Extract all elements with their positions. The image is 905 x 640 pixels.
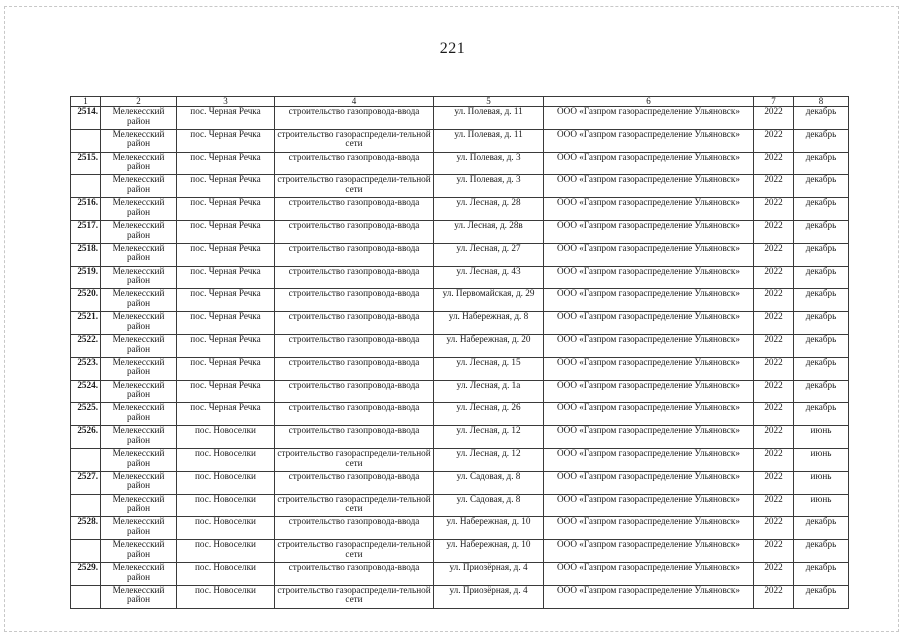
row-number: 2514. <box>71 107 101 130</box>
settlement-cell: пос. Новоселки <box>177 448 275 471</box>
settlement-cell: пос. Новоселки <box>177 494 275 517</box>
month-cell: декабрь <box>794 585 849 608</box>
district-cell: Мелекесский район <box>101 334 177 357</box>
month-cell: декабрь <box>794 357 849 380</box>
address-cell: ул. Приозёрная, д. 4 <box>434 585 544 608</box>
work-type-cell: строительство газопровода-ввода <box>275 426 434 449</box>
month-cell: декабрь <box>794 243 849 266</box>
work-type-cell: строительство газопровода-ввода <box>275 266 434 289</box>
table-body <box>71 107 849 609</box>
address-cell: ул. Лесная, д. 28 <box>434 198 544 221</box>
month-cell: декабрь <box>794 334 849 357</box>
works-table <box>70 96 849 609</box>
row-number: 2516. <box>71 198 101 221</box>
year-cell: 2022 <box>754 585 794 608</box>
settlement-cell: пос. Новоселки <box>177 540 275 563</box>
month-cell: декабрь <box>794 289 849 312</box>
month-cell: декабрь <box>794 220 849 243</box>
settlement-cell: пос. Новоселки <box>177 426 275 449</box>
month-cell: декабрь <box>794 152 849 175</box>
settlement-cell: пос. Черная Речка <box>177 107 275 130</box>
address-cell: ул. Лесная, д. 15 <box>434 357 544 380</box>
month-cell: декабрь <box>794 517 849 540</box>
work-type-cell: строительство газопровода-ввода <box>275 380 434 403</box>
settlement-cell: пос. Черная Речка <box>177 243 275 266</box>
work-type-cell: строительство газопровода-ввода <box>275 517 434 540</box>
work-type-cell: строительство газопровода-ввода <box>275 107 434 130</box>
table-row <box>71 471 849 494</box>
settlement-cell: пос. Черная Речка <box>177 312 275 335</box>
organization-cell: ООО «Газпром газораспределение Ульяновск» <box>544 220 754 243</box>
organization-cell: ООО «Газпром газораспределение Ульяновск» <box>544 494 754 517</box>
settlement-cell: пос. Черная Речка <box>177 266 275 289</box>
organization-cell: ООО «Газпром газораспределение Ульяновск» <box>544 243 754 266</box>
settlement-cell: пос. Новоселки <box>177 562 275 585</box>
year-cell: 2022 <box>754 152 794 175</box>
address-cell: ул. Полевая, д. 3 <box>434 152 544 175</box>
row-number: 2527. <box>71 471 101 494</box>
table-row <box>71 357 849 380</box>
month-cell: декабрь <box>794 107 849 130</box>
settlement-cell: пос. Черная Речка <box>177 175 275 198</box>
district-cell: Мелекесский район <box>101 380 177 403</box>
row-number <box>71 448 101 471</box>
settlement-cell: пос. Черная Речка <box>177 334 275 357</box>
work-type-cell: строительство газопровода-ввода <box>275 471 434 494</box>
table-row <box>71 585 849 608</box>
month-cell: декабрь <box>794 562 849 585</box>
district-cell: Мелекесский район <box>101 198 177 221</box>
year-cell: 2022 <box>754 357 794 380</box>
work-type-cell: строительство газораспредели-тельной сети <box>275 585 434 608</box>
address-cell: ул. Первомайская, д. 29 <box>434 289 544 312</box>
year-cell: 2022 <box>754 471 794 494</box>
row-number: 2515. <box>71 152 101 175</box>
settlement-cell: пос. Черная Речка <box>177 198 275 221</box>
year-cell: 2022 <box>754 448 794 471</box>
work-type-cell: строительство газораспредели-тельной сети <box>275 129 434 152</box>
table-row <box>71 107 849 130</box>
address-cell: ул. Лесная, д. 12 <box>434 448 544 471</box>
header-cell: 6 <box>544 97 754 107</box>
year-cell: 2022 <box>754 129 794 152</box>
work-type-cell: строительство газопровода-ввода <box>275 198 434 221</box>
address-cell: ул. Садовая, д. 8 <box>434 471 544 494</box>
work-type-cell: строительство газораспредели-тельной сети <box>275 540 434 563</box>
table-row <box>71 152 849 175</box>
settlement-cell: пос. Новоселки <box>177 517 275 540</box>
header-cell: 4 <box>275 97 434 107</box>
settlement-cell: пос. Черная Речка <box>177 289 275 312</box>
settlement-cell: пос. Черная Речка <box>177 129 275 152</box>
organization-cell: ООО «Газпром газораспределение Ульяновск» <box>544 175 754 198</box>
header-cell: 5 <box>434 97 544 107</box>
settlement-cell: пос. Черная Речка <box>177 357 275 380</box>
address-cell: ул. Садовая, д. 8 <box>434 494 544 517</box>
district-cell: Мелекесский район <box>101 426 177 449</box>
organization-cell: ООО «Газпром газораспределение Ульяновск» <box>544 107 754 130</box>
district-cell: Мелекесский район <box>101 266 177 289</box>
row-number <box>71 129 101 152</box>
table-row <box>71 562 849 585</box>
address-cell: ул. Набережная, д. 10 <box>434 517 544 540</box>
organization-cell: ООО «Газпром газораспределение Ульяновск» <box>544 312 754 335</box>
table-row <box>71 540 849 563</box>
district-cell: Мелекесский район <box>101 471 177 494</box>
year-cell: 2022 <box>754 266 794 289</box>
table-header <box>71 97 849 107</box>
year-cell: 2022 <box>754 220 794 243</box>
year-cell: 2022 <box>754 494 794 517</box>
address-cell: ул. Приозёрная, д. 4 <box>434 562 544 585</box>
row-number: 2524. <box>71 380 101 403</box>
settlement-cell: пос. Черная Речка <box>177 152 275 175</box>
header-cell: 2 <box>101 97 177 107</box>
month-cell: июнь <box>794 494 849 517</box>
month-cell: декабрь <box>794 266 849 289</box>
year-cell: 2022 <box>754 562 794 585</box>
district-cell: Мелекесский район <box>101 312 177 335</box>
month-cell: декабрь <box>794 175 849 198</box>
row-number: 2525. <box>71 403 101 426</box>
table-row <box>71 289 849 312</box>
table-row <box>71 266 849 289</box>
address-cell: ул. Набережная, д. 8 <box>434 312 544 335</box>
table-row <box>71 129 849 152</box>
address-cell: ул. Лесная, д. 28в <box>434 220 544 243</box>
work-type-cell: строительство газопровода-ввода <box>275 403 434 426</box>
organization-cell: ООО «Газпром газораспределение Ульяновск» <box>544 517 754 540</box>
address-cell: ул. Полевая, д. 11 <box>434 107 544 130</box>
table-row <box>71 312 849 335</box>
year-cell: 2022 <box>754 380 794 403</box>
year-cell: 2022 <box>754 426 794 449</box>
district-cell: Мелекесский район <box>101 129 177 152</box>
work-type-cell: строительство газопровода-ввода <box>275 243 434 266</box>
address-cell: ул. Набережная, д. 10 <box>434 540 544 563</box>
row-number: 2518. <box>71 243 101 266</box>
work-type-cell: строительство газопровода-ввода <box>275 562 434 585</box>
row-number: 2521. <box>71 312 101 335</box>
table-row <box>71 448 849 471</box>
work-type-cell: строительство газопровода-ввода <box>275 152 434 175</box>
header-cell: 3 <box>177 97 275 107</box>
year-cell: 2022 <box>754 312 794 335</box>
year-cell: 2022 <box>754 107 794 130</box>
organization-cell: ООО «Газпром газораспределение Ульяновск» <box>544 334 754 357</box>
table-row <box>71 198 849 221</box>
table-row <box>71 334 849 357</box>
row-number: 2522. <box>71 334 101 357</box>
organization-cell: ООО «Газпром газораспределение Ульяновск» <box>544 448 754 471</box>
header-cell: 8 <box>794 97 849 107</box>
district-cell: Мелекесский район <box>101 357 177 380</box>
table-row <box>71 517 849 540</box>
organization-cell: ООО «Газпром газораспределение Ульяновск» <box>544 198 754 221</box>
organization-cell: ООО «Газпром газораспределение Ульяновск» <box>544 357 754 380</box>
work-type-cell: строительство газопровода-ввода <box>275 312 434 335</box>
year-cell: 2022 <box>754 334 794 357</box>
organization-cell: ООО «Газпром газораспределение Ульяновск» <box>544 540 754 563</box>
year-cell: 2022 <box>754 289 794 312</box>
district-cell: Мелекесский район <box>101 562 177 585</box>
settlement-cell: пос. Черная Речка <box>177 403 275 426</box>
organization-cell: ООО «Газпром газораспределение Ульяновск» <box>544 380 754 403</box>
district-cell: Мелекесский район <box>101 448 177 471</box>
organization-cell: ООО «Газпром газораспределение Ульяновск» <box>544 152 754 175</box>
settlement-cell: пос. Черная Речка <box>177 220 275 243</box>
address-cell: ул. Лесная, д. 26 <box>434 403 544 426</box>
district-cell: Мелекесский район <box>101 175 177 198</box>
month-cell: июнь <box>794 426 849 449</box>
header-cell: 7 <box>754 97 794 107</box>
year-cell: 2022 <box>754 243 794 266</box>
district-cell: Мелекесский район <box>101 289 177 312</box>
row-number: 2523. <box>71 357 101 380</box>
table-row <box>71 426 849 449</box>
organization-cell: ООО «Газпром газораспределение Ульяновск» <box>544 426 754 449</box>
organization-cell: ООО «Газпром газораспределение Ульяновск» <box>544 585 754 608</box>
work-type-cell: строительство газораспредели-тельной сети <box>275 494 434 517</box>
address-cell: ул. Полевая, д. 11 <box>434 129 544 152</box>
organization-cell: ООО «Газпром газораспределение Ульяновск» <box>544 562 754 585</box>
district-cell: Мелекесский район <box>101 585 177 608</box>
address-cell: ул. Полевая, д. 3 <box>434 175 544 198</box>
year-cell: 2022 <box>754 198 794 221</box>
district-cell: Мелекесский район <box>101 243 177 266</box>
row-number <box>71 494 101 517</box>
row-number <box>71 175 101 198</box>
organization-cell: ООО «Газпром газораспределение Ульяновск» <box>544 471 754 494</box>
table-row <box>71 494 849 517</box>
address-cell: ул. Лесная, д. 43 <box>434 266 544 289</box>
row-number: 2517. <box>71 220 101 243</box>
row-number <box>71 540 101 563</box>
table-row <box>71 220 849 243</box>
month-cell: декабрь <box>794 129 849 152</box>
work-type-cell: строительство газораспредели-тельной сети <box>275 448 434 471</box>
row-number: 2520. <box>71 289 101 312</box>
work-type-cell: строительство газораспредели-тельной сети <box>275 175 434 198</box>
address-cell: ул. Лесная, д. 27 <box>434 243 544 266</box>
month-cell: июнь <box>794 471 849 494</box>
table-row <box>71 403 849 426</box>
month-cell: декабрь <box>794 540 849 563</box>
month-cell: декабрь <box>794 380 849 403</box>
row-number <box>71 585 101 608</box>
year-cell: 2022 <box>754 175 794 198</box>
year-cell: 2022 <box>754 540 794 563</box>
work-type-cell: строительство газопровода-ввода <box>275 289 434 312</box>
row-number: 2529. <box>71 562 101 585</box>
district-cell: Мелекесский район <box>101 107 177 130</box>
row-number: 2519. <box>71 266 101 289</box>
year-cell: 2022 <box>754 517 794 540</box>
row-number: 2528. <box>71 517 101 540</box>
address-cell: ул. Лесная, д. 12 <box>434 426 544 449</box>
month-cell: июнь <box>794 448 849 471</box>
work-type-cell: строительство газопровода-ввода <box>275 334 434 357</box>
page-number: 221 <box>439 40 466 57</box>
district-cell: Мелекесский район <box>101 540 177 563</box>
organization-cell: ООО «Газпром газораспределение Ульяновск» <box>544 266 754 289</box>
address-cell: ул. Лесная, д. 1а <box>434 380 544 403</box>
district-cell: Мелекесский район <box>101 403 177 426</box>
table-row <box>71 175 849 198</box>
district-cell: Мелекесский район <box>101 494 177 517</box>
table-row <box>71 243 849 266</box>
row-number: 2526. <box>71 426 101 449</box>
header-cell: 1 <box>71 97 101 107</box>
organization-cell: ООО «Газпром газораспределение Ульяновск» <box>544 403 754 426</box>
district-cell: Мелекесский район <box>101 220 177 243</box>
month-cell: декабрь <box>794 312 849 335</box>
address-cell: ул. Набережная, д. 20 <box>434 334 544 357</box>
district-cell: Мелекесский район <box>101 517 177 540</box>
work-type-cell: строительство газопровода-ввода <box>275 220 434 243</box>
month-cell: декабрь <box>794 198 849 221</box>
settlement-cell: пос. Новоселки <box>177 585 275 608</box>
year-cell: 2022 <box>754 403 794 426</box>
settlement-cell: пос. Новоселки <box>177 471 275 494</box>
organization-cell: ООО «Газпром газораспределение Ульяновск» <box>544 129 754 152</box>
district-cell: Мелекесский район <box>101 152 177 175</box>
month-cell: декабрь <box>794 403 849 426</box>
organization-cell: ООО «Газпром газораспределение Ульяновск» <box>544 289 754 312</box>
work-type-cell: строительство газопровода-ввода <box>275 357 434 380</box>
settlement-cell: пос. Черная Речка <box>177 380 275 403</box>
table-row <box>71 380 849 403</box>
